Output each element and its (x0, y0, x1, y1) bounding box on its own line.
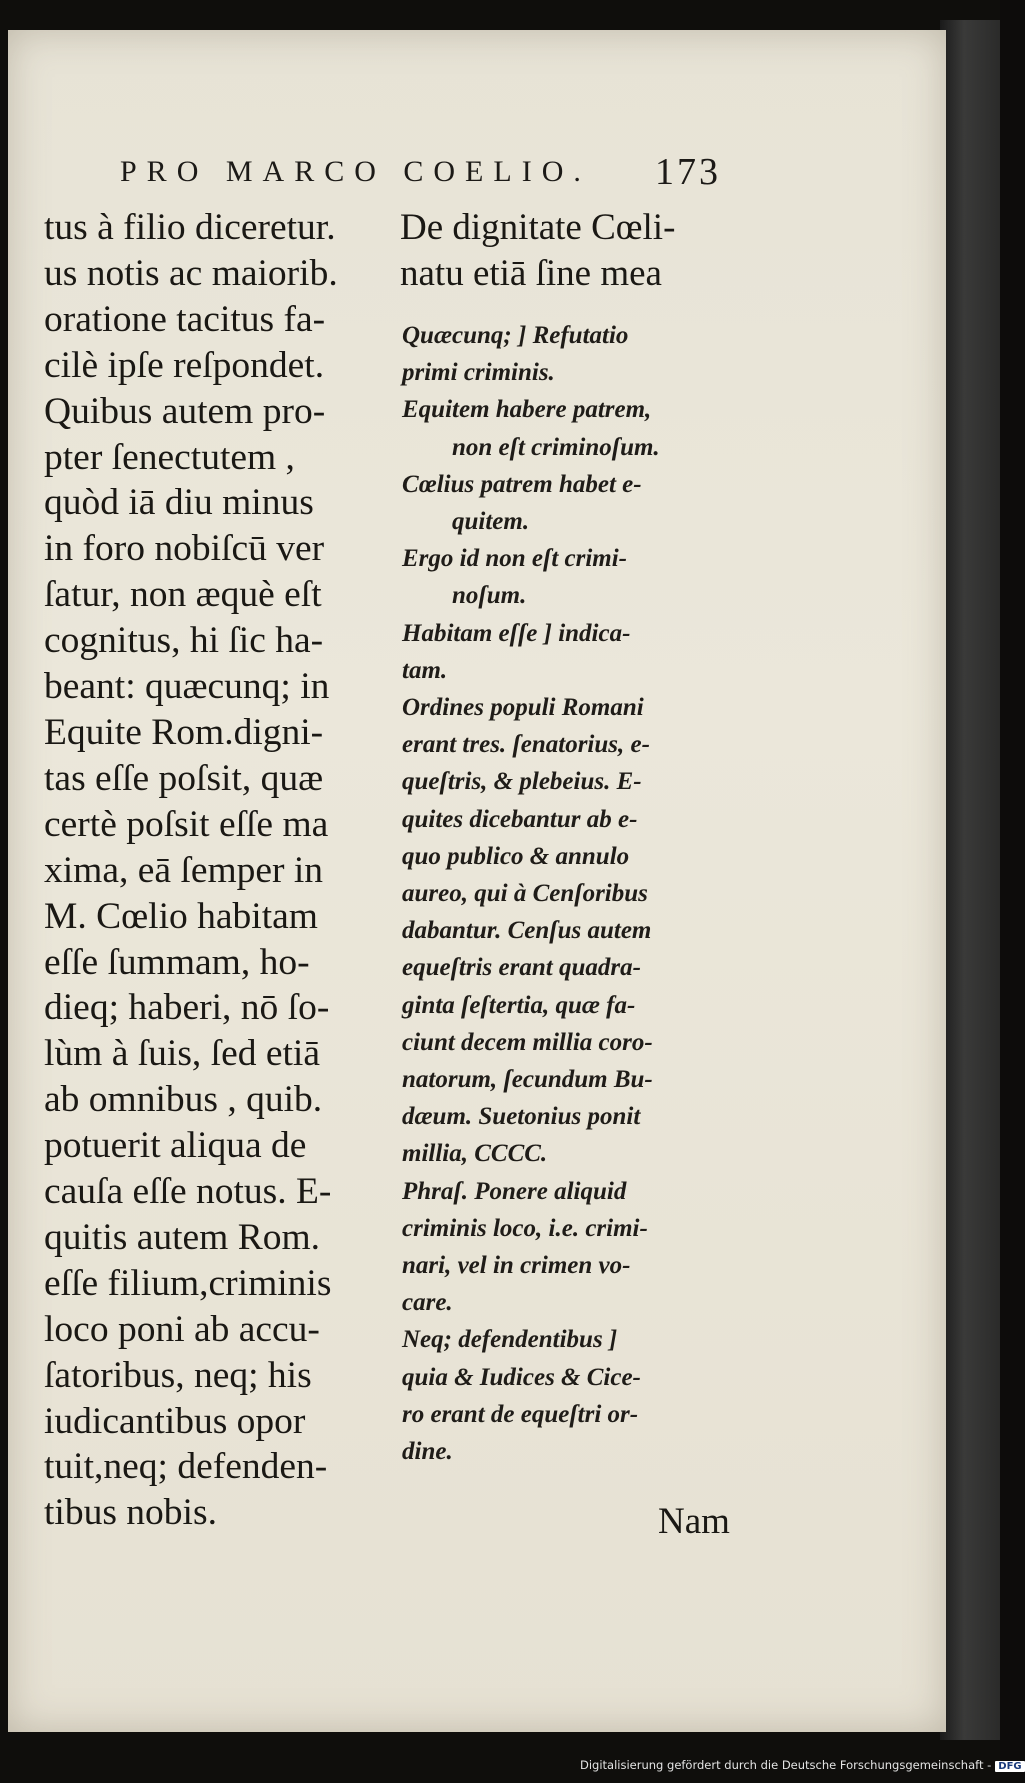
text-line: certè poſsit eſſe ma (44, 803, 329, 845)
text-line: dieq; haberi, nō ſo- (44, 987, 330, 1029)
note-line: tam. (402, 656, 448, 684)
note-line: equeſtris erant quadra- (402, 954, 641, 982)
note-line: care. (402, 1289, 453, 1317)
note-line: dine. (402, 1438, 453, 1466)
text-line: tas eſſe poſsit, quæ (44, 757, 324, 799)
note-line: ginta ſeſtertia, quæ fa- (402, 991, 636, 1019)
note-line: natorum, ſecundum Bu- (402, 1066, 653, 1094)
text-line: us notis ac maiorib. (44, 252, 338, 294)
note-line: Cœlius patrem habet e- (402, 470, 642, 498)
text-line: cilè ipſe reſpondet. (44, 344, 325, 386)
note-line: quitem. (452, 508, 530, 536)
text-line: tibus nobis. (44, 1492, 217, 1534)
note-line: Habitam eſſe ] indica- (402, 619, 631, 647)
text-line: loco poni ab accu- (44, 1308, 320, 1350)
note-line: millia, CCCC. (402, 1140, 548, 1168)
text-line: ſatur, non æquè eſt (44, 574, 322, 616)
note-line: ciunt decem millia coro- (402, 1028, 653, 1056)
note-line: Ordines populi Romani (402, 694, 644, 722)
text-line: M. Cœlio habitam (44, 895, 318, 937)
note-line: quia & Iudices & Cice- (402, 1363, 641, 1391)
note-line: Neq; defendentibus ] (402, 1326, 618, 1354)
text-line: oratione tacitus fa- (44, 298, 326, 340)
scan-edge (940, 20, 1000, 1740)
note-line: dæum. Suetonius ponit (402, 1103, 641, 1131)
text-line: pter ſenectutem , (44, 436, 295, 478)
note-line: quites dicebantur ab e- (402, 805, 638, 833)
text-line: eſſe filium,criminis (44, 1262, 332, 1304)
note-line: Quæcunq; ] Refutatio (402, 322, 629, 349)
text-line: ſatoribus, neq; his (44, 1354, 312, 1396)
note-line: Equitem habere patrem, (402, 396, 652, 424)
note-line: Ergo id non eſt crimi- (402, 545, 628, 573)
footer-text: Digitalisierung gefördert durch die Deutsche Forschungsgemeinschaft - (580, 1758, 992, 1772)
note-line: quo publico & annulo (402, 842, 630, 870)
note-line: noſum. (452, 582, 527, 610)
text-line: in foro nobiſcū ver (44, 528, 325, 570)
running-title: PRO MARCO COELIO. (120, 155, 591, 188)
marginal-notes (402, 317, 757, 1470)
note-line: primi criminis. (402, 359, 555, 387)
text-line: cognitus, hi ſic ha- (44, 620, 324, 662)
main-text-continuation (400, 205, 760, 297)
main-text-column (44, 205, 399, 1536)
note-line: criminis loco, i.e. crimi- (402, 1214, 648, 1242)
text-line: De dignitate Cœli- (400, 207, 676, 248)
note-line: nari, vel in crimen vo- (402, 1252, 631, 1280)
text-line: natu etiā ſine mea (400, 252, 662, 294)
note-line: aureo, qui à Cenſoribus (402, 880, 648, 908)
note-line: Phraſ. Ponere aliquid (402, 1177, 627, 1205)
note-line: dabantur. Cenſus autem (402, 917, 652, 945)
text-line: Quibus autem pro- (44, 390, 326, 432)
text-line: quitis autem Rom. (44, 1216, 321, 1258)
text-line: quòd iā diu minus (44, 482, 314, 524)
text-line: Equite Rom.digni- (44, 711, 324, 753)
text-line: cauſa eſſe notus. E- (44, 1171, 332, 1213)
note-line: queſtris, & plebeius. E- (402, 768, 642, 796)
text-line: xima, eā ſemper in (44, 849, 324, 891)
text-line: tuit,neq; defenden- (44, 1446, 328, 1488)
text-line: tus à filio diceretur. (44, 207, 336, 248)
text-line: ab omnibus , quib. (44, 1079, 323, 1121)
text-line: iudicantibus opor (44, 1400, 306, 1442)
text-line: beant: quæcunq; in (44, 666, 330, 708)
dfg-logo: DFG (995, 1761, 1024, 1772)
note-line: non eſt criminoſum. (452, 433, 660, 461)
note-line: ro erant de equeſtri or- (402, 1400, 639, 1428)
catchword: Nam (658, 1501, 730, 1542)
page-number: 173 (655, 151, 721, 193)
text-line: lùm à ſuis, ſed etiā (44, 1033, 320, 1075)
text-line: potuerit aliqua de (44, 1125, 307, 1167)
text-line: eſſe ſummam, ho- (44, 941, 310, 983)
digitization-footer (580, 1758, 1022, 1780)
note-line: erant tres. ſenatorius, e- (402, 731, 650, 759)
